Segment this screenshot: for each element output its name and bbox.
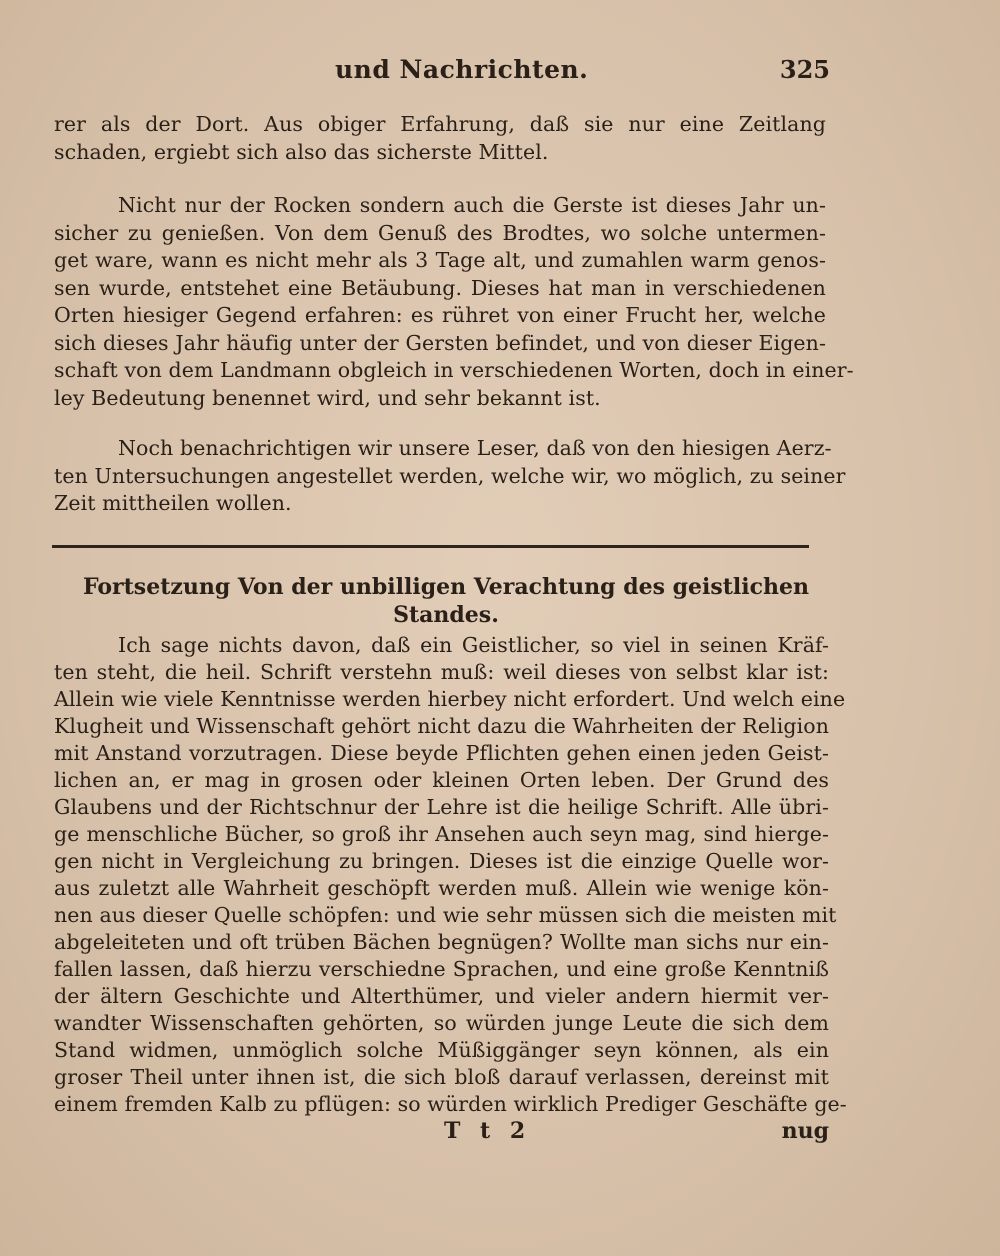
- text-line: Zeit mittheilen wollen.: [54, 491, 292, 515]
- text-line: mit Anstand vorzutragen. Diese beyde Pflichten gehen einen jeden Geist-: [54, 741, 829, 765]
- catchword: nug: [781, 1118, 829, 1144]
- text-line: rer als der Dort. Aus obiger Erfahrung, daß sie nur eine Zeitlang: [54, 112, 826, 136]
- text-line: aus zuletzt alle Wahrheit geschöpft werden muß. Allein wie wenige kön-: [54, 876, 829, 900]
- running-title: und Nachrichten.: [335, 55, 589, 84]
- text-line: sicher zu genießen. Von dem Genuß des Brodtes, wo solche untermen-: [54, 220, 826, 245]
- text-line: lichen an, er mag in grosen oder kleinen Orten leben. Der Grund des: [54, 768, 829, 792]
- text-line: ge menschliche Bücher, so groß ihr Ansehen auch seyn mag, sind hierge-: [54, 822, 829, 846]
- article-body: [54, 632, 847, 1118]
- text-line: schaden, ergiebt sich also das sicherste Mittel.: [54, 139, 549, 164]
- text-line: ley Bedeutung benennet wird, und sehr bekannt ist.: [54, 385, 601, 410]
- text-line: get ware, wann es nicht mehr als 3 Tage alt, und zumahlen warm genos-: [54, 248, 826, 272]
- text-line: nen aus dieser Quelle schöpfen: und wie sehr müssen sich die meisten mit: [54, 903, 837, 927]
- page-footer: [54, 1118, 829, 1150]
- text-line: Nicht nur der Rocken sondern auch die Gerste ist dieses Jahr un-: [118, 193, 826, 217]
- page-header: [50, 55, 830, 95]
- text-line: sen wurde, entstehet eine Betäubung. Dieses hat man in verschiedenen: [54, 275, 826, 300]
- text-line: fallen lassen, daß hierzu verschiedne Sprachen, und eine große Kenntniß: [54, 957, 829, 981]
- text-line: ten steht, die heil. Schrift verstehn muß: weil dieses von selbst klar ist:: [54, 660, 829, 684]
- text-line: sich dieses Jahr häufig unter der Gersten befindet, und von dieser Eigen-: [54, 330, 826, 355]
- text-line: Klugheit und Wissenschaft gehört nicht dazu die Wahrheiten der Religion: [54, 714, 829, 738]
- paragraph-continuation: [54, 111, 826, 166]
- article-title-line: Standes.: [393, 602, 499, 628]
- text-line: ten Untersuchungen angestellet werden, welche wir, wo möglich, zu seiner: [54, 463, 846, 488]
- text-line: gen nicht in Vergleichung zu bringen. Dieses ist die einzige Quelle wor-: [54, 849, 829, 873]
- text-line: Glaubens und der Richtschnur der Lehre ist die heilige Schrift. Alle übri-: [54, 795, 829, 819]
- paragraph-physicians-notice: [54, 435, 846, 518]
- paragraph-grain-warning: [54, 192, 854, 412]
- text-line: Orten hiesiger Gegend erfahren: es rühret von einer Frucht her, welche: [54, 303, 826, 327]
- text-line: wandter Wissenschaften gehörten, so würden junge Leute die sich dem: [54, 1011, 829, 1035]
- page-number: 325: [779, 55, 830, 84]
- text-line: abgeleiteten und oft trüben Bächen begnügen? Wollte man sichs nur ein-: [54, 930, 829, 954]
- signature-mark: T t 2: [444, 1118, 532, 1144]
- article-title: [76, 573, 816, 629]
- text-line: Noch benachrichtigen wir unsere Leser, daß von den hiesigen Aerz-: [118, 436, 832, 460]
- text-line: schaft von dem Landmann obgleich in verschiedenen Worten, doch in einer-: [54, 358, 854, 382]
- text-line: Stand widmen, unmöglich solche Müßiggänger seyn können, als ein: [54, 1038, 829, 1062]
- text-line: einem fremden Kalb zu pflügen: so würden wirklich Prediger Geschäfte ge-: [54, 1092, 847, 1116]
- text-line: Ich sage nichts davon, daß ein Geistlicher, so viel in seinen Kräf-: [118, 633, 829, 657]
- article-title-line: Fortsetzung Von der unbilligen Verachtung des geistlichen: [82, 574, 810, 600]
- text-line: der ältern Geschichte und Alterthümer, und vieler andern hiermit ver-: [54, 984, 829, 1008]
- section-divider: [52, 545, 809, 548]
- text-line: groser Theil unter ihnen ist, die sich bloß darauf verlassen, dereinst mit: [54, 1065, 829, 1089]
- text-line: Allein wie viele Kenntnisse werden hierbey nicht erfordert. Und welch eine: [54, 687, 846, 711]
